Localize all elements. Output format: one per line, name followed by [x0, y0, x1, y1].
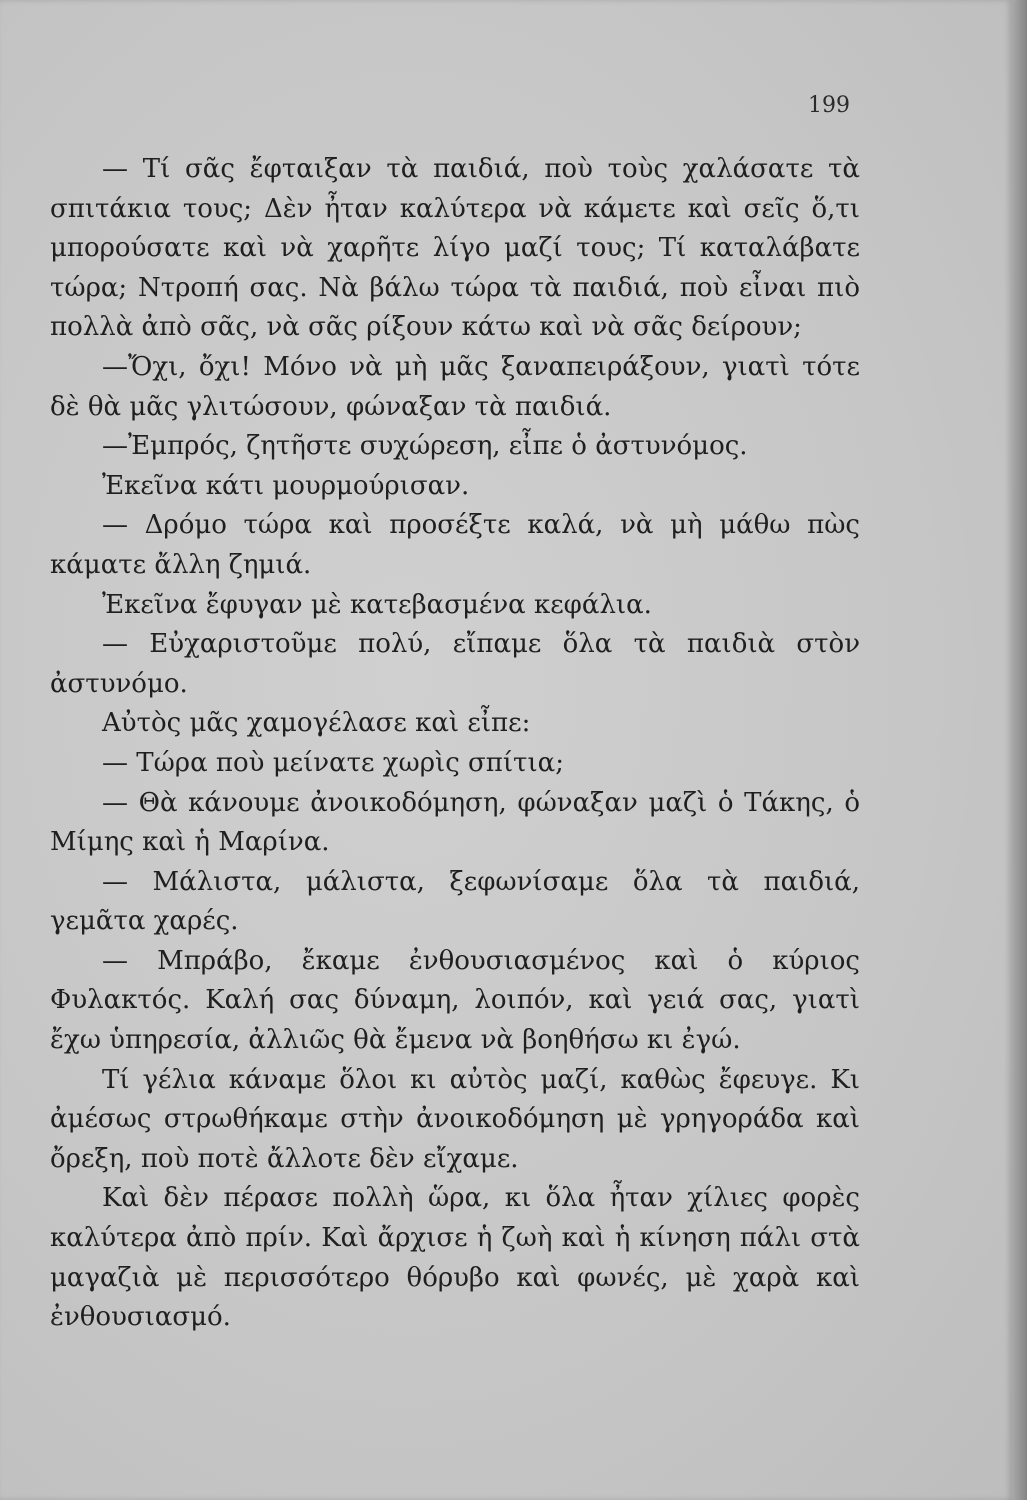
paragraph: Τί γέλια κάναμε ὅλοι κι αὐτὸς μαζί, καθὼς ἔφευγε. Κι ἀμέσως στρωθήκαμε στὴν ἀνοικοδόμηση μὲ γρηγοράδα καὶ ὄρεξη, ποὺ ποτὲ ἄλλοτε δὲν εἴχαμε.	[50, 1064, 860, 1174]
body-text	[50, 150, 860, 1338]
paragraph: Καὶ δὲν πέρασε πολλὴ ὥρα, κι ὅλα ἦταν χίλιες φορὲς καλύτερα ἀπὸ πρίν. Καὶ ἄρχισε ἡ ζωὴ καὶ ἡ κίνηση πάλι στὰ μαγαζιὰ μὲ περισσότερο θόρυβο καὶ φωνές, μὲ χαρὰ καὶ ἐνθουσιασμό.	[50, 1183, 860, 1333]
page-number: 199	[808, 93, 850, 118]
paragraph: — Τώρα ποὺ μείνατε χωρὶς σπίτια;	[102, 747, 564, 778]
paragraph: — Θὰ κάνουμε ἀνοικοδόμηση, φώναξαν μαζὶ ὁ Τάκης, ὁ Μίμης καὶ ἡ Μαρίνα.	[50, 787, 860, 858]
paragraph: — Δρόμο τώρα καὶ προσέξτε καλά, νὰ μὴ μάθω πὼς κάματε ἄλλη ζημιά.	[50, 510, 860, 580]
paragraph: — Μάλιστα, μάλιστα, ξεφωνίσαμε ὅλα τὰ παιδιά, γεμᾶτα χαρές.	[50, 866, 860, 937]
paragraph: Ἐκεῖνα κάτι μουρμούρισαν.	[102, 470, 470, 501]
page-edge	[1012, 0, 1027, 1500]
paragraph: Ἐκεῖνα ἔφυγαν μὲ κατεβασμένα κεφάλια.	[102, 589, 652, 620]
paragraph: —Ἐμπρός, ζητῆστε συχώρεση, εἶπε ὁ ἀστυνόμος.	[102, 431, 748, 462]
paragraph: — Τί σᾶς ἔφταιξαν τὰ παιδιά, ποὺ τοὺς χαλάσατε τὰ σπιτάκια τους; Δὲν ἦταν καλύτερα νὰ κάμετε καὶ σεῖς ὅ,τι μπορούσατε καὶ νὰ χαρῆτε λίγο μαζί τους; Τί καταλάβατε τώρα; Ντροπή σας. Νὰ βάλω τώρα τὰ παιδιά, ποὺ εἶναι πιὸ πολλὰ ἀπὸ σᾶς, νὰ σᾶς ρίξουν κάτω καὶ νὰ σᾶς δείρουν;	[50, 154, 860, 343]
paragraph: —Ὄχι, ὄχι! Μόνο νὰ μὴ μᾶς ξαναπειράξουν, γιατὶ τότε δὲ θὰ μᾶς γλιτώσουν, φώναξαν τὰ παιδιά.	[50, 351, 860, 422]
paragraph: Αὐτὸς μᾶς χαμογέλασε καὶ εἶπε:	[102, 708, 531, 739]
paragraph: — Εὐχαριστοῦμε πολύ, εἴπαμε ὅλα τὰ παιδιὰ στὸν ἀστυνόμο.	[50, 629, 860, 699]
paragraph: — Μπράβο, ἔκαμε ἐνθουσιασμένος καὶ ὁ κύριος Φυλακτός. Καλή σας δύναμη, λοιπόν, καὶ γειά σας, γιατὶ ἔχω ὑπηρεσία, ἀλλιῶς θὰ ἔμενα νὰ βοηθήσω κι ἐγώ.	[50, 945, 860, 1056]
